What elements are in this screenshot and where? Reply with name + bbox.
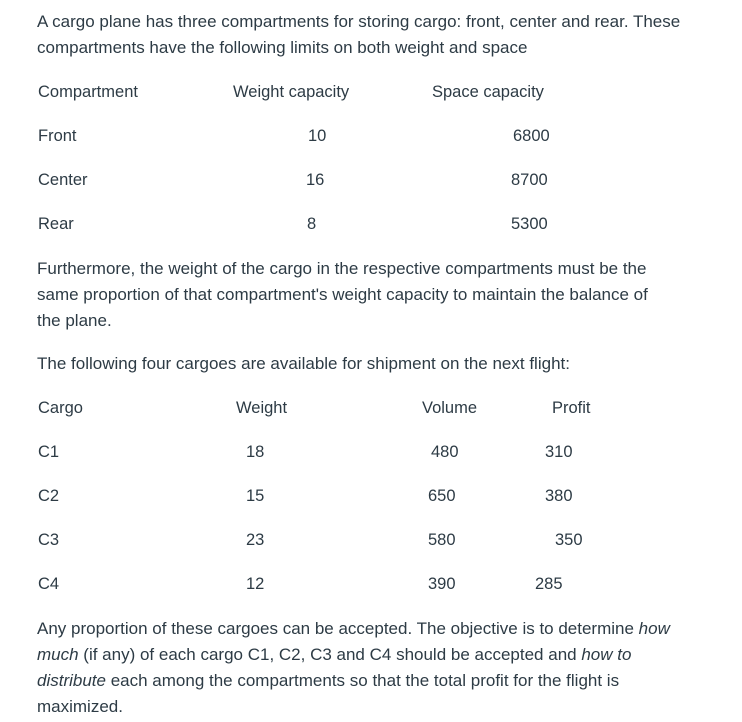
cargo-profit: 380 — [545, 487, 573, 505]
compartment-weight: 16 — [306, 171, 325, 189]
cargo-weight: 12 — [246, 575, 265, 593]
cargo-name: C3 — [38, 531, 60, 549]
header-weight-capacity: Weight capacity — [233, 83, 350, 101]
intro-paragraph — [37, 9, 680, 61]
cargo-name: C1 — [38, 443, 60, 461]
balance-line-3: the plane. — [37, 311, 112, 330]
objective-paragraph — [37, 616, 670, 720]
balance-paragraph — [37, 256, 648, 334]
compartment-weight: 8 — [307, 215, 317, 233]
objective-line-4: maximized. — [37, 697, 123, 716]
compartment-space: 6800 — [513, 127, 550, 145]
cargo-volume: 650 — [428, 487, 456, 505]
cargo-profit: 350 — [555, 531, 583, 549]
header-volume: Volume — [422, 399, 478, 417]
intro-line-1: A cargo plane has three compartments for storing cargo: front, center and rear. These — [37, 12, 681, 31]
cargo-volume: 480 — [431, 443, 459, 461]
cargo-name: C4 — [38, 575, 60, 593]
cargo-volume: 580 — [428, 531, 456, 549]
header-space-capacity: Space capacity — [432, 83, 544, 101]
balance-line-2: same proportion of that compartment's weight capacity to maintain the balance of — [37, 285, 648, 304]
header-profit: Profit — [552, 399, 591, 417]
cargo-volume: 390 — [428, 575, 456, 593]
header-weight: Weight — [236, 399, 288, 417]
compartment-name: Front — [38, 127, 77, 145]
intro-line-2: compartments have the following limits on both weight and space — [37, 38, 528, 57]
objective-line-1: Any proportion of these cargoes can be accepted. The objective is to determine how — [37, 619, 670, 638]
objective-line-2: much (if any) of each cargo C1, C2, C3 and C4 should be accepted and how to — [37, 645, 632, 664]
cargo-weight: 15 — [246, 487, 265, 505]
objective-line-3: distribute each among the compartments so that the total profit for the flight is — [37, 671, 620, 690]
header-cargo: Cargo — [38, 399, 83, 417]
compartment-weight: 10 — [308, 127, 327, 145]
cargo-weight: 18 — [246, 443, 265, 461]
header-compartment: Compartment — [38, 83, 138, 101]
cargo-weight: 23 — [246, 531, 265, 549]
cargo-name: C2 — [38, 487, 60, 505]
balance-line-1: Furthermore, the weight of the cargo in the respective compartments must be the — [37, 259, 647, 278]
cargo-profit: 285 — [535, 575, 563, 593]
compartment-name: Center — [38, 171, 88, 189]
cargo-intro: The following four cargoes are available for shipment on the next flight: — [37, 354, 570, 373]
compartment-space: 5300 — [511, 215, 548, 233]
cargo-profit: 310 — [545, 443, 573, 461]
compartment-space: 8700 — [511, 171, 548, 189]
compartment-name: Rear — [38, 215, 74, 233]
